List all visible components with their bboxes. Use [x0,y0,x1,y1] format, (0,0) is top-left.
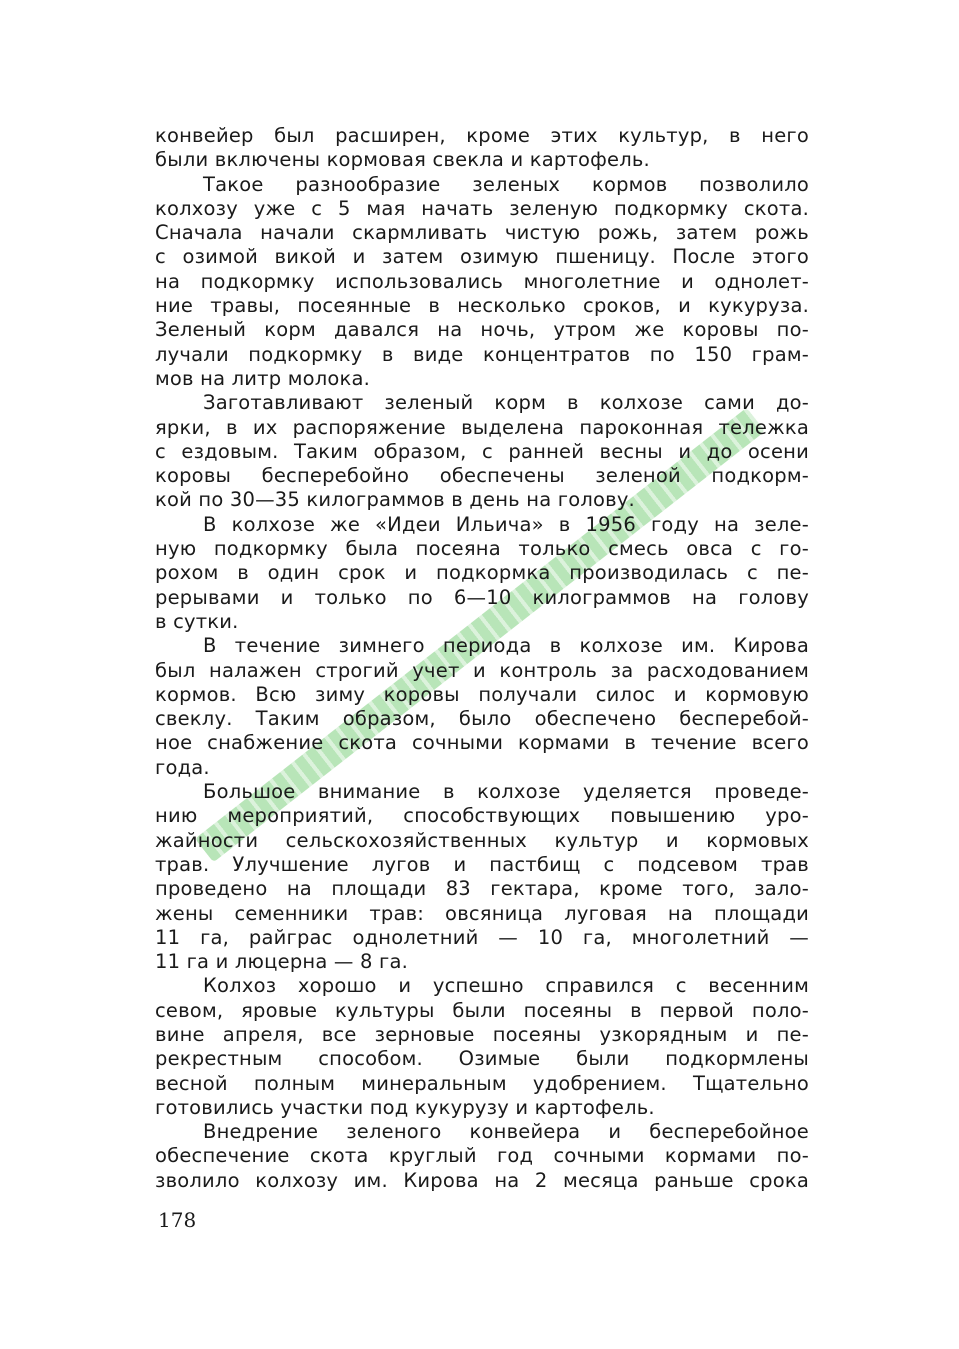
body-text [155,124,809,1193]
text-line: рерывами и только по 6—10 килограммов на голову [155,585,809,609]
text-line: Сначала начали скармливать чистую рожь, затем рожь [155,221,809,245]
text-line: жены семенники трав: овсяница луговая на площади [155,901,809,925]
text-line: кой по 30—35 килограммов в день на голову. [155,488,635,512]
text-line: в сутки. [155,609,239,633]
text-line: был налажен строгий учет и контроль за расходованием [155,658,809,682]
text-line: ярки, в их распоряжение выделена пароконная тележка [155,415,809,439]
text-line: 11 га, райграс однолетний — 10 га, многолетний — [155,925,809,949]
text-line: 11 га и люцерна — 8 га. [155,950,408,974]
text-line: рохом в один срок и подкормка производилась с пе- [155,561,809,585]
text-line: лучали подкормку в виде концентратов по 150 грам- [155,342,809,366]
text-line: ную подкормку была посеяна только смесь овса с го- [155,537,809,561]
text-line: рекрестным способом. Озимые были подкормлены [155,1047,809,1071]
text-line: на подкормку использовались многолетние и однолет- [155,269,809,293]
text-line: обеспечение скота круглый год сочными кормами по- [155,1144,809,1168]
text-line: Заготавливают зеленый корм в колхозе сами до- [203,391,809,415]
text-line: зволило колхозу им. Кирова на 2 месяца раньше срока [155,1168,809,1192]
text-line: с озимой викой и затем озимую пшеницу. После этого [155,245,809,269]
text-line: были включены кормовая свекла и картофель. [155,148,650,172]
text-line: вине апреля, все зерновые посеяны узкорядным и пе- [155,1022,809,1046]
text-line: В колхозе же «Идеи Ильича» в 1956 году на зеле- [203,512,809,536]
text-line: коровы бесперебойно обеспечены зеленой подкорм- [155,464,809,488]
text-line: В течение зимнего периода в колхозе им. Кирова [203,634,809,658]
text-line: севом, яровые культуры были посеяны в первой поло- [155,998,809,1022]
text-line: ние травы, посеянные в несколько сроков, и кукуруза. [155,294,809,318]
text-line: готовились участки под кукурузу и картофель. [155,1095,655,1119]
text-line: ное снабжение скота сочными кормами в течение всего [155,731,809,755]
text-line: свеклу. Таким образом, было обеспечено бесперебой- [155,707,809,731]
text-line: года. [155,755,210,779]
text-line: Такое разнообразие зеленых кормов позволило [203,172,809,196]
text-line: жайности сельскохозяйственных культур и кормовых [155,828,809,852]
text-line: с ездовым. Таким образом, с ранней весны и до осени [155,439,809,463]
text-line: трав. Улучшение лугов и пастбищ с подсевом трав [155,852,809,876]
text-line: Внедрение зеленого конвейера и бесперебойное [203,1120,809,1144]
text-line: весной полным минеральным удобрением. Тщательно [155,1071,809,1095]
text-line: Колхоз хорошо и успешно справился с весенним [203,974,809,998]
text-line: нию мероприятий, способствующих повышению уро- [155,804,809,828]
page-number: 178 [158,1208,197,1232]
text-line: мов на литр молока. [155,366,371,390]
text-line: Большое внимание в колхозе уделяется проведе- [203,780,809,804]
text-line: конвейер был расширен, кроме этих культур, в него [155,124,809,147]
text-line: проведено на площади 83 гектара, кроме того, зало- [155,877,809,901]
text-line: Зеленый корм давался на ночь, утром же коровы по- [155,318,809,342]
text-line: кормов. Всю зиму коровы получали силос и кормовую [155,682,809,706]
text-line: колхозу уже с 5 мая начать зеленую подкормку скота. [155,196,809,220]
